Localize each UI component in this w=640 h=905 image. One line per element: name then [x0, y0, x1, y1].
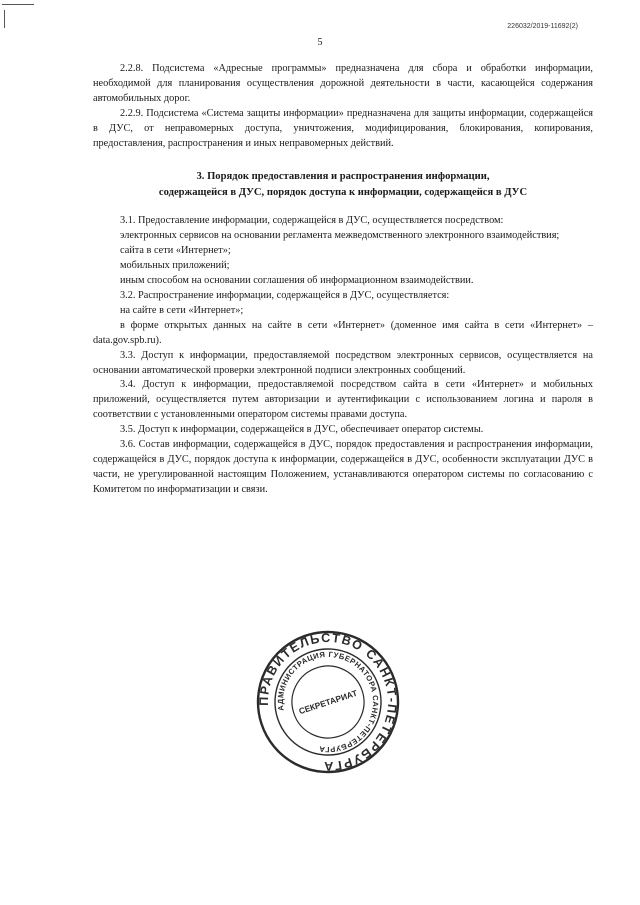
- paragraph-3-1-b: сайта в сети «Интернет»;: [120, 245, 231, 257]
- paragraph-3-2-b: в форме открытых данных на сайте в сети «Интернет» (доменное имя сайта в сети «Интернет» – data.gov.spb.ru).: [93, 319, 593, 346]
- paragraph-3-1-a: электронных сервисов на основании регламента межведомственного электронного взаимодействия;: [120, 230, 560, 242]
- paragraph-3-2-a: на сайте в сети «Интернет»;: [120, 304, 244, 316]
- paragraph-3-6: 3.6. Состав информации, содержащейся в ДУС, порядок предоставления и распространения информации, содержащейся в ДУС, порядок доступа к информации, содержащейся в ДУС, особенности эксплуатации ДУС в части, не урегулированной настоящим Положением, устанавливаются оператором системы по согласованию с Комитетом по информатизации и связи.: [93, 439, 593, 495]
- paragraph-3-1-d: иным способом на основании соглашения об информационном взаимодействии.: [120, 275, 474, 287]
- paragraph-3-4: 3.4. Доступ к информации, предоставляемой посредством сайта в сети «Интернет» и мобильных приложений, осуществляется путем авторизации и аутентификации с использованием логина и пароля в соответствии с установленными оператором системы правами доступа.: [93, 379, 593, 421]
- paragraph-3-2: 3.2. Распространение информации, содержащейся в ДУС, осуществляется:: [120, 289, 450, 301]
- paragraph-3-5: 3.5. Доступ к информации, содержащейся в ДУС, обеспечивает оператор системы.: [120, 424, 484, 436]
- section-heading-line1: 3. Порядок предоставления и распространения информации,: [196, 171, 490, 183]
- section-heading-line2: содержащейся в ДУС, порядок доступа к информации, содержащейся в ДУС: [158, 187, 528, 199]
- paragraph-2-2-8: 2.2.8. Подсистема «Адресные программы» предназначена для сбора и обработки информации, необходимой для планирования осуществления дорожной деятельности в части, касающейся содержания автомобильных дорог.: [93, 63, 593, 104]
- page-number: 5: [317, 37, 323, 48]
- document-body: [93, 62, 593, 498]
- paragraph-3-1: 3.1. Предоставление информации, содержащейся в ДУС, осуществляется посредством:: [120, 215, 504, 227]
- section-3-heading: [93, 169, 593, 201]
- paragraph-2-2-9: 2.2.9. Подсистема «Система защиты информации» предназначена для защиты информации, содержащейся в ДУС, от неправомерных доступа, уничтожения, модифицирования, блокирования, копирования, предоставления, распространения и иных неправомерных действий.: [93, 107, 593, 149]
- paragraph-3-1-c: мобильных приложений;: [120, 260, 230, 272]
- document-number: 226032/2019-11692(2): [507, 23, 578, 30]
- margin-mark-top: [2, 4, 34, 5]
- paragraph-3-3: 3.3. Доступ к информации, предоставляемой посредством электронных сервисов, осуществляется на основании автоматической проверки электронной подписи электронных сообщений.: [93, 349, 593, 376]
- stamp-center-text: СЕКРЕТАРИАТ: [297, 687, 359, 717]
- official-seal-stamp: [255, 629, 401, 775]
- margin-mark-left: [4, 10, 5, 28]
- stamp-inner-text: АДМИНИСТРАЦИЯ ГУБЕРНАТОРА САНКТ-ПЕТЕРБУРГА: [275, 649, 381, 755]
- stamp-outer-text: ПРАВИТЕЛЬСТВО САНКТ-ПЕТЕРБУРГА: [256, 630, 400, 774]
